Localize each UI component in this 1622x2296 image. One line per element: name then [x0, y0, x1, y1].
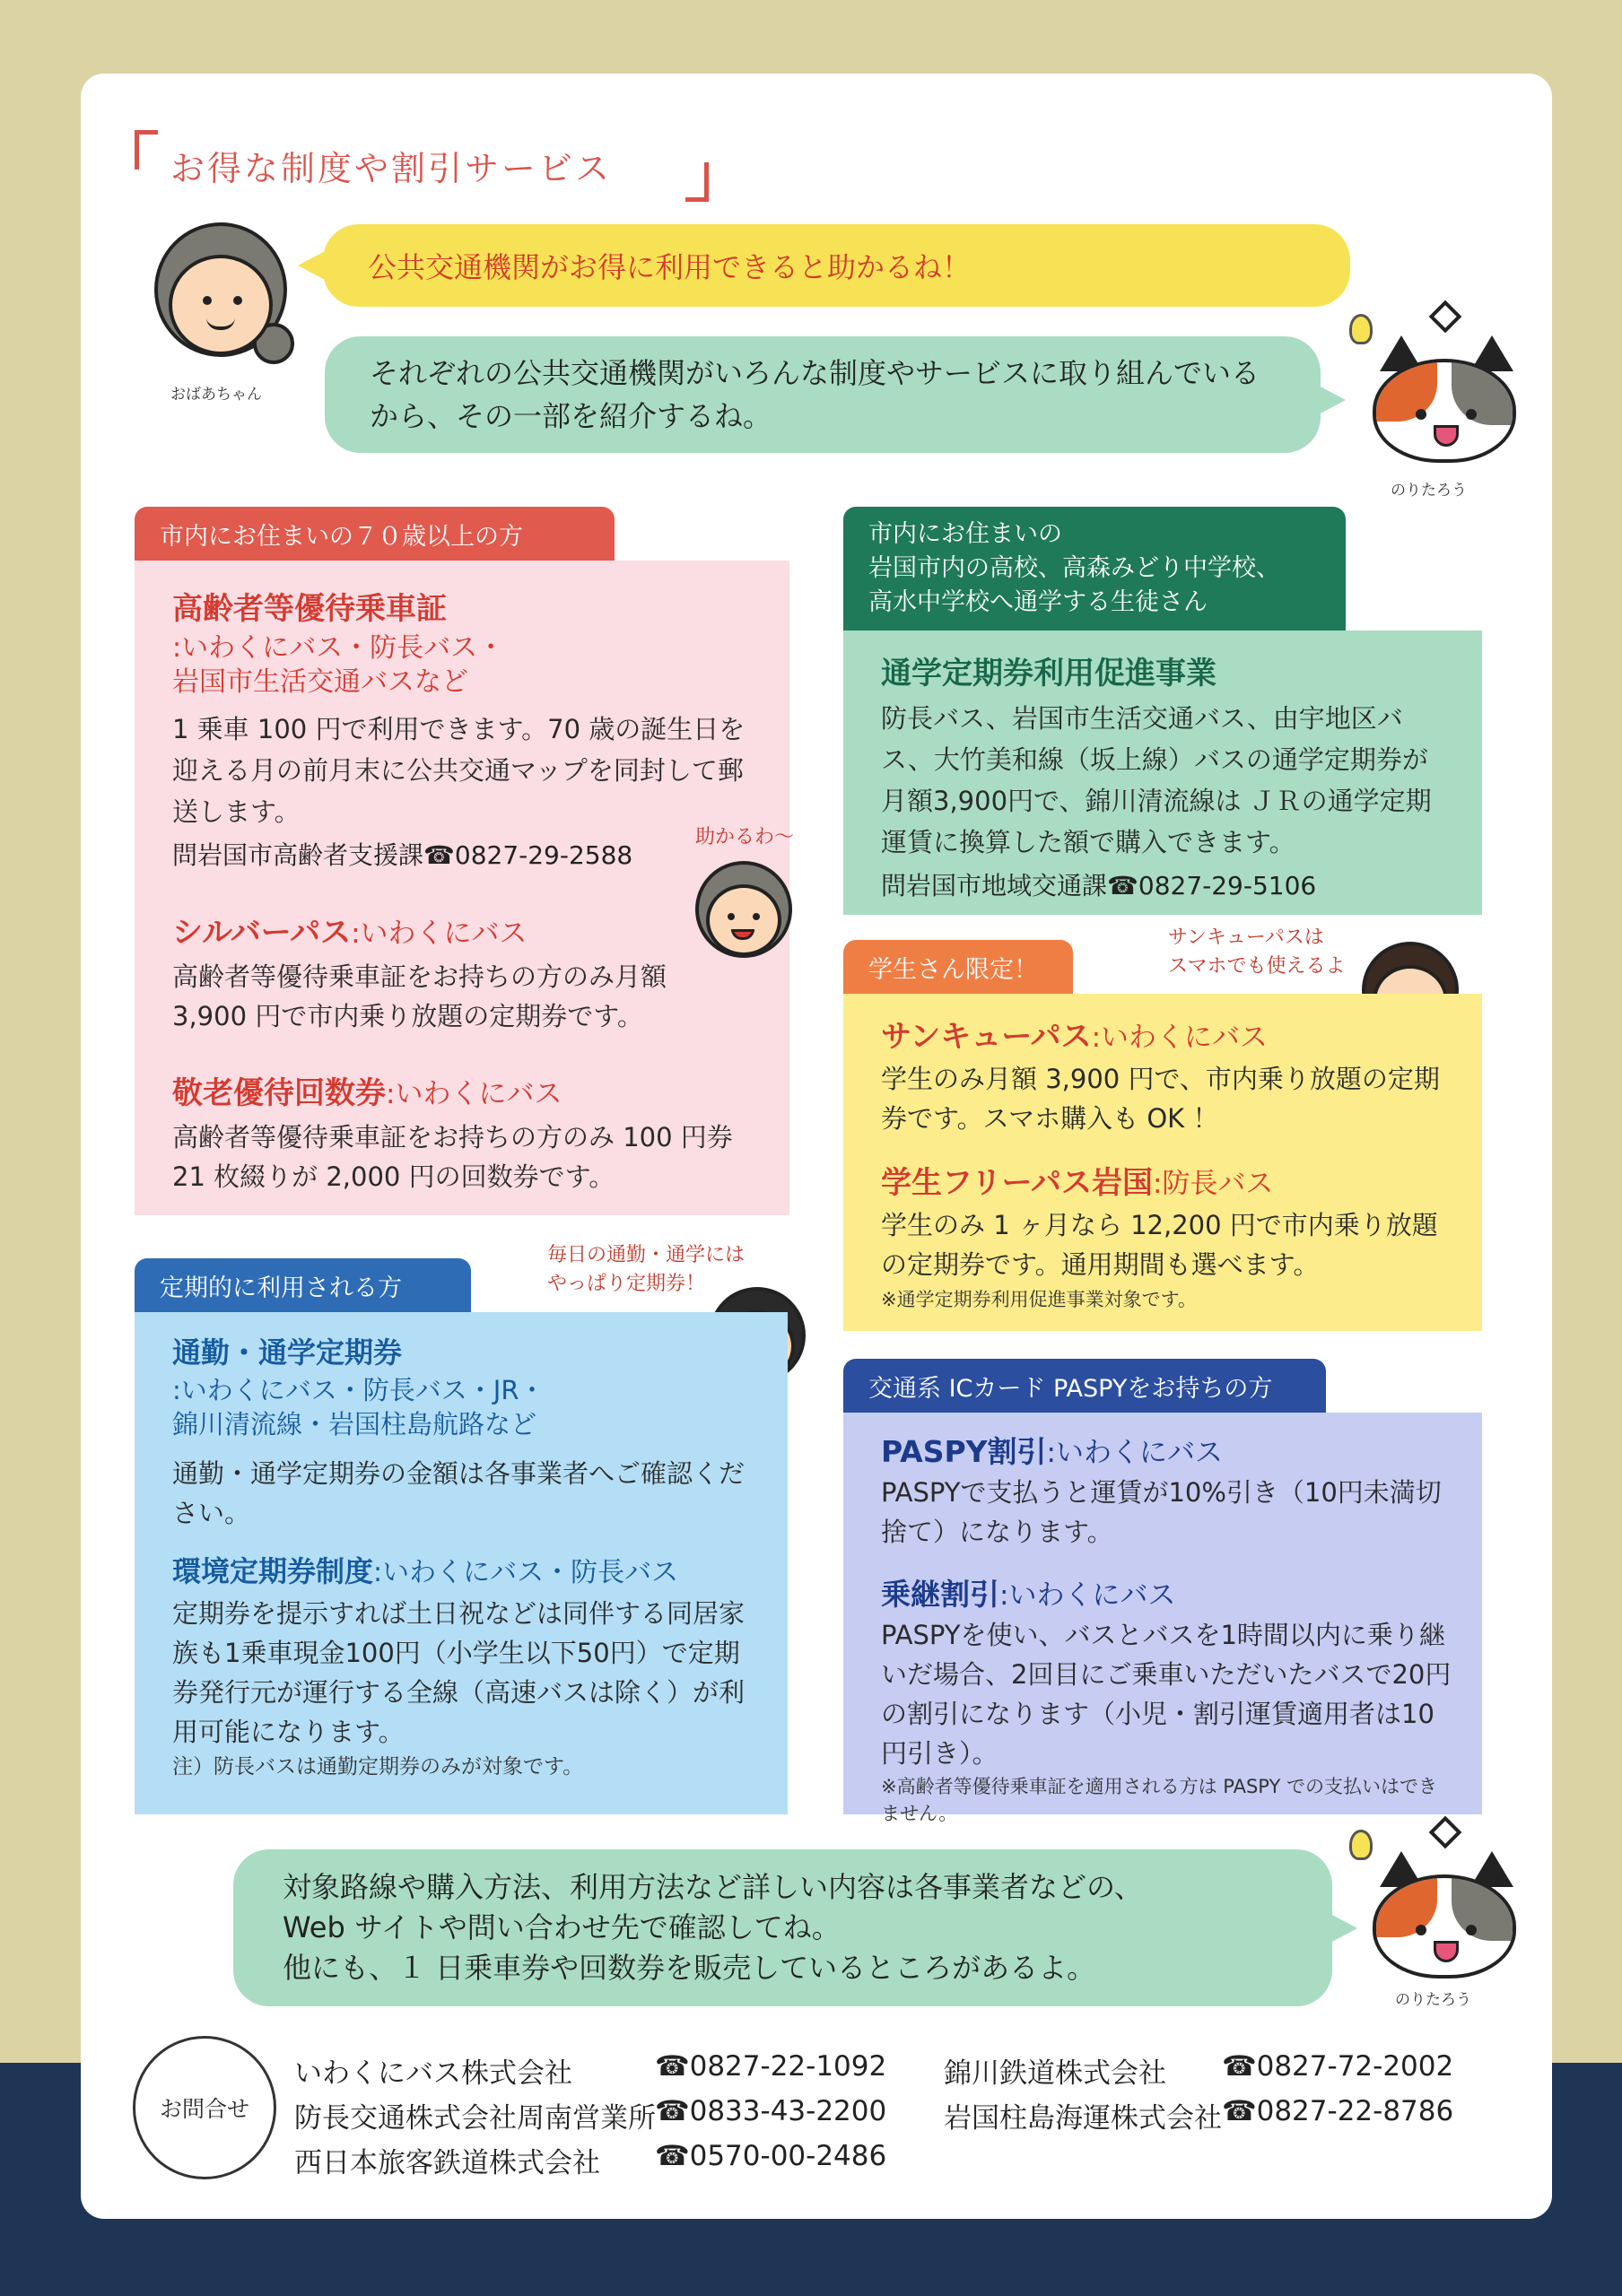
item-body: 1 乗車 100 円で利用できます。70 歳の誕生日を迎える月の前月末に公共交通マップを同封して郵送します。 — [172, 714, 746, 827]
panel-student-limited — [843, 994, 1482, 1331]
item-title: 学生フリーパス岩国 — [881, 1165, 1153, 1201]
item-body: 学生のみ 1 ヶ月なら 12,200 円で市内乗り放題の定期券です。通用期間も選べます。 — [881, 1210, 1438, 1280]
item-title: PASPY割引 — [881, 1434, 1047, 1469]
panel-paspy — [843, 1413, 1482, 1824]
company-name: 西日本旅客鉄道株式会社 — [294, 2147, 600, 2179]
page-title: お得な制度や割引サービス — [170, 149, 613, 188]
item-sub: :いわくにバス — [1046, 1437, 1223, 1469]
company-name: いわくにバス株式会社 — [294, 2057, 572, 2090]
company-name: 岩国柱島海運株式会社 — [944, 2102, 1222, 2135]
cat-caption: のりたろう — [1395, 1991, 1471, 2009]
item-body: 防長バス、岩国市生活交通バス、由宇地区バス、大竹美和線（坂上線）バスの通学定期券が月額3,900円で、錦川清流線は ＪＲの通学定期運賃に換算した額で購入できます。 — [881, 703, 1432, 857]
item-sub: :いわくにバス — [1091, 1022, 1269, 1054]
panel-elderly — [135, 561, 789, 1215]
item-body: 通勤・通学定期券の金額は各事業者へご確認ください。 — [172, 1458, 746, 1528]
item-title: 環境定期券制度 — [172, 1554, 374, 1588]
grandma-speech-text: 公共交通機関がお得に利用できると助かるね！ — [368, 250, 972, 284]
cat-icon — [1373, 1839, 1521, 1982]
title-block — [135, 130, 709, 202]
student-aside: サンキューパスは スマホでも使えるよ — [1168, 926, 1346, 978]
panel-school-students — [843, 631, 1482, 915]
tab-school-students: 市内にお住まいの 岩国市内の高校、高森みどり中学校、 高水中学校へ通学する生徒さん — [843, 507, 1346, 631]
company-name: 防長交通株式会社周南営業所 — [294, 2102, 656, 2135]
grandma-speech-bubble — [323, 224, 1350, 307]
tab-commuters: 定期的に利用される方 — [135, 1258, 471, 1312]
item-title: 敬老優待回数券 — [172, 1075, 386, 1111]
cat-caption: のりたろう — [1391, 482, 1467, 500]
item-body: 定期券を提示すれば土日祝などは同伴する同居家族も1乗車現金100円（小学生以下50円）で定期券発行元が運行する全線（高速バスは除く）が利用可能になります。 — [172, 1598, 746, 1747]
close-bracket — [685, 162, 709, 202]
item-target: :いわくにバス・防長バス・ 岩国市生活交通バスなど — [172, 632, 505, 698]
tab-student-limited: 学生さん限定！ — [843, 940, 1073, 994]
company-phone[interactable]: ☎0570-00-2486 — [655, 2140, 887, 2172]
item-body: 高齢者等優待乗車証をお持ちの方のみ 100 円券 21 枚綴りが 2,000 円の回数券です。 — [172, 1122, 733, 1192]
tab-elderly: 市内にお住まいの７０歳以上の方 — [135, 507, 615, 561]
company-phone[interactable]: ☎0833-43-2200 — [655, 2095, 887, 2127]
company-phone[interactable]: ☎0827-72-2002 — [1222, 2050, 1454, 2083]
cat-speech-bubble — [325, 336, 1321, 453]
item-sub: :いわくにバス — [999, 1579, 1176, 1612]
item-sub: :いわくにバス・防長バス — [373, 1557, 679, 1588]
item-body: PASPYで支払うと運賃が10%引き（10円未満切捨て）になります。 — [881, 1477, 1442, 1547]
item-note: ※高齢者等優待乗車証を適用される方は PASPY での支払いはできません。 — [881, 1776, 1437, 1824]
item-target: :いわくにバス・防長バス・JR・ 錦川清流線・岩国柱島航路など — [172, 1375, 545, 1439]
item-body: 学生のみ月額 3,900 円で、市内乗り放題の定期券です。スマホ購入も OK ！ — [881, 1064, 1440, 1134]
grandma-small-icon — [695, 861, 794, 960]
item-title: サンキューパス — [881, 1019, 1092, 1055]
item-body: PASPYを使い、バスとバスを1時間以内に乗り継いだ場合、2回目にご乗車いただいたバスで20円の割引になります（小児・割引運賃適用者は10円引き）。 — [881, 1620, 1452, 1769]
cat-icon — [1373, 323, 1521, 466]
company-phone[interactable]: ☎0827-22-1092 — [655, 2050, 887, 2083]
panel-commuters — [135, 1312, 788, 1814]
company-name: 錦川鉄道株式会社 — [944, 2057, 1166, 2090]
item-sub: :防長バス — [1152, 1168, 1274, 1200]
company-phone[interactable]: ☎0827-22-8786 — [1222, 2095, 1454, 2127]
item-title: 高齢者等優待乗車証 — [172, 591, 447, 627]
item-sub: :いわくにバス — [351, 918, 528, 950]
item-sub: :いわくにバス — [386, 1078, 562, 1110]
item-contact: 問岩国市高齢者支援課☎0827-29-2588 — [172, 840, 633, 870]
open-bracket — [135, 130, 158, 170]
item-body: 高齢者等優待乗車証をお持ちの方のみ月額 3,900 円で市内乗り放題の定期券です。 — [172, 961, 667, 1031]
commuter-aside: 毎日の通勤・通学には やっぱり定期券！ — [547, 1244, 746, 1295]
tab-paspy: 交通系 ICカード PASPYをお持ちの方 — [843, 1359, 1326, 1413]
item-title: 通学定期券利用促進事業 — [881, 656, 1216, 691]
cat-speech-text: それぞれの公共交通機関がいろんな制度やサービスに取り組んでいるから、その一部を紹介するね。 — [370, 356, 1260, 433]
item-title: 通勤・通学定期券 — [172, 1335, 403, 1370]
item-note: ※通学定期券利用促進事業対象です。 — [881, 1289, 1197, 1310]
grandma-icon — [154, 222, 289, 366]
item-title: シルバーパス — [172, 915, 352, 951]
grandma-caption: おばあちゃん — [170, 386, 262, 404]
closing-speech-bubble — [233, 1849, 1332, 2006]
item-note: 注）防長バスは通勤定期券のみが対象です。 — [172, 1755, 584, 1779]
item-title: 乗継割引 — [881, 1577, 999, 1612]
closing-speech-text: 対象路線や購入方法、利用方法など詳しい内容は各事業者などの、 Web サイトや問い合わせ先で確認してね。 他にも、１ 日乗車券や回数券を販売しているところがあるよ。 — [283, 1870, 1143, 1985]
item-contact: 問岩国市地域交通課☎0827-29-5106 — [881, 871, 1317, 900]
elderly-aside: 助かるわ〜 — [695, 826, 795, 848]
inquiry-label: お問合せ — [133, 2036, 276, 2179]
